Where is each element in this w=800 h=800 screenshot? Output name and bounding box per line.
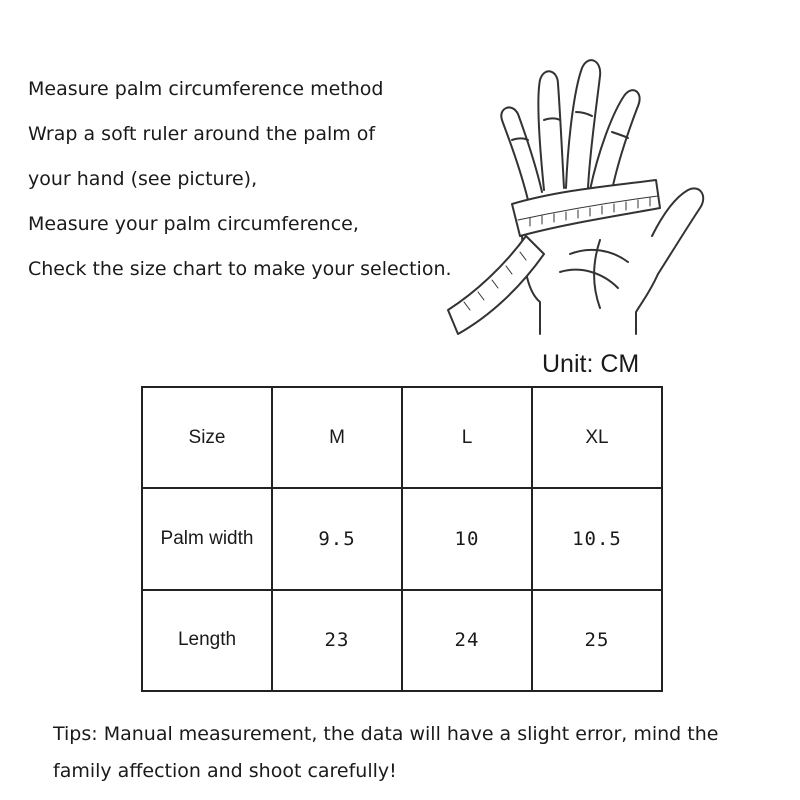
table-cell: 10	[402, 488, 532, 589]
table-row	[142, 590, 662, 691]
table-header-cell: M	[272, 387, 402, 488]
table-row-label: Length	[142, 590, 272, 691]
table-cell: 23	[272, 590, 402, 691]
table-cell: 25	[532, 590, 662, 691]
table-header-cell: XL	[532, 387, 662, 488]
unit-label: Unit: CM	[542, 350, 640, 378]
instruction-line: Check the size chart to make your selection.	[28, 258, 452, 280]
table-header-cell: Size	[142, 387, 272, 488]
table-row	[142, 488, 662, 589]
instruction-line: your hand (see picture),	[28, 168, 258, 190]
table-cell: 24	[402, 590, 532, 691]
instruction-line: Measure your palm circumference,	[28, 213, 359, 235]
hand-measuring-tape-icon	[440, 40, 710, 340]
tips-text: Tips: Manual measurement, the data will have a slight error, mind the family affection and shoot carefully!	[53, 723, 719, 782]
table-row	[142, 387, 662, 488]
table-row-label: Palm width	[142, 488, 272, 589]
instructions	[28, 74, 498, 299]
table-header-cell: L	[402, 387, 532, 488]
table-cell: 9.5	[272, 488, 402, 589]
instruction-line: Wrap a soft ruler around the palm of	[28, 123, 376, 145]
size-chart-table	[141, 386, 663, 692]
instruction-line: Measure palm circumference method	[28, 78, 384, 100]
table-cell: 10.5	[532, 488, 662, 589]
